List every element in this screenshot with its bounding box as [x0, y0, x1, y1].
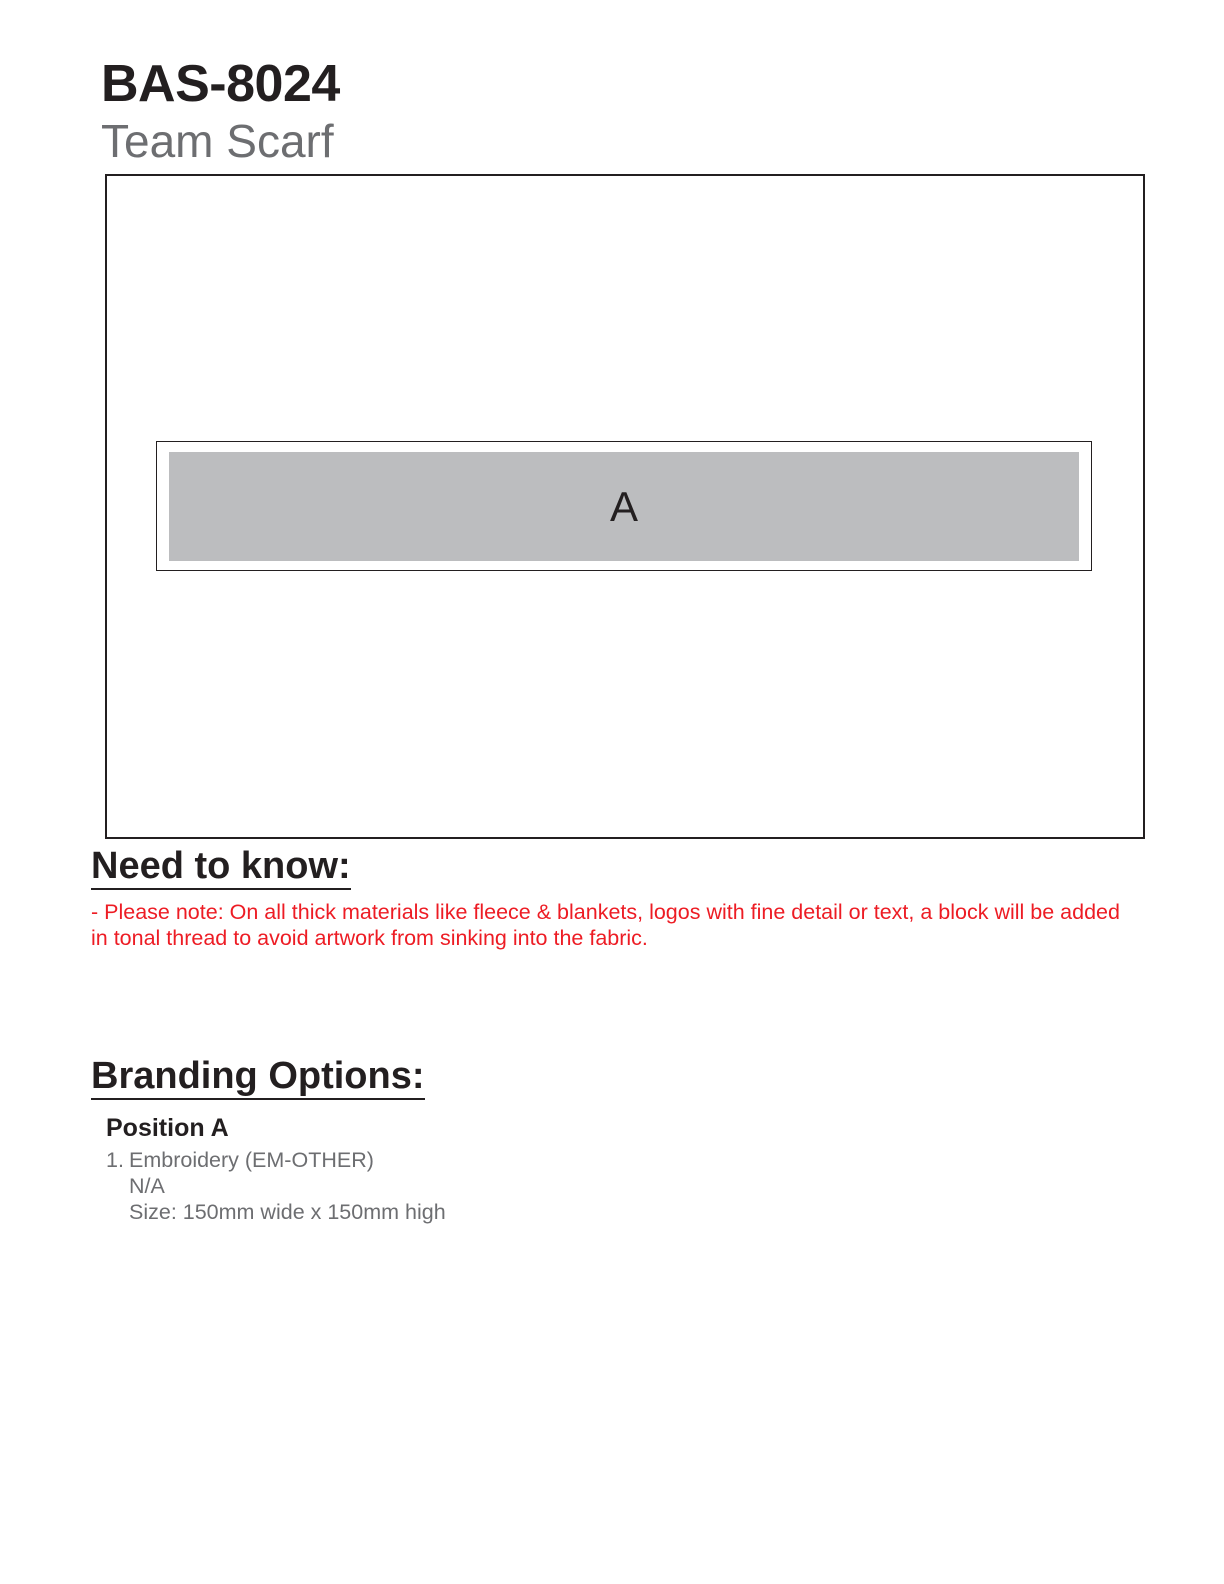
- option-number: 1.: [106, 1148, 124, 1172]
- branding-options-heading: Branding Options:: [91, 1057, 425, 1100]
- list-item: [106, 1147, 446, 1173]
- scarf-outline: [156, 441, 1092, 571]
- option-size: Size: 150mm wide x 150mm high: [129, 1200, 446, 1224]
- product-diagram: [105, 174, 1145, 839]
- branding-option-list: [106, 1147, 446, 1225]
- position-a-title: Position A: [106, 1114, 229, 1142]
- option-detail: N/A: [129, 1174, 165, 1198]
- option-method: Embroidery (EM-OTHER): [129, 1148, 374, 1172]
- thick-material-note: - Please note: On all thick materials like fleece & blankets, logos with fine detail or text, a block will be added in tonal thread to avoid artwork from sinking into the fabric.: [91, 900, 1120, 950]
- product-name: Team Scarf: [101, 115, 334, 167]
- position-label: A: [609, 482, 638, 530]
- need-to-know-heading: Need to know:: [91, 847, 351, 890]
- print-area-a: [169, 452, 1079, 561]
- product-code: BAS-8024: [101, 55, 340, 113]
